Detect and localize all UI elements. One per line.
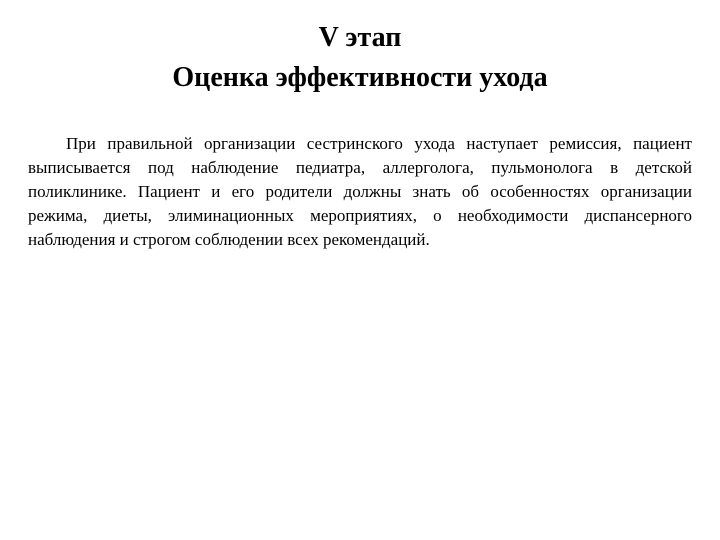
stage-heading: V этап bbox=[318, 22, 402, 53]
slide-title: Оценка эффективности ухода bbox=[172, 62, 548, 93]
body-paragraph: При правильной организации сестринского ухода наступает ремиссия, пациент выписывается под наблюдение педиатра, аллерголога, пульмонолога в детской поликлинике. Пациент и его родители должны знать об особенностях организации режима, диеты, элиминационных мероприятиях, о необходимости диспансерного наблюдения и строгом соблюдении всех рекомендаций. bbox=[28, 134, 692, 249]
